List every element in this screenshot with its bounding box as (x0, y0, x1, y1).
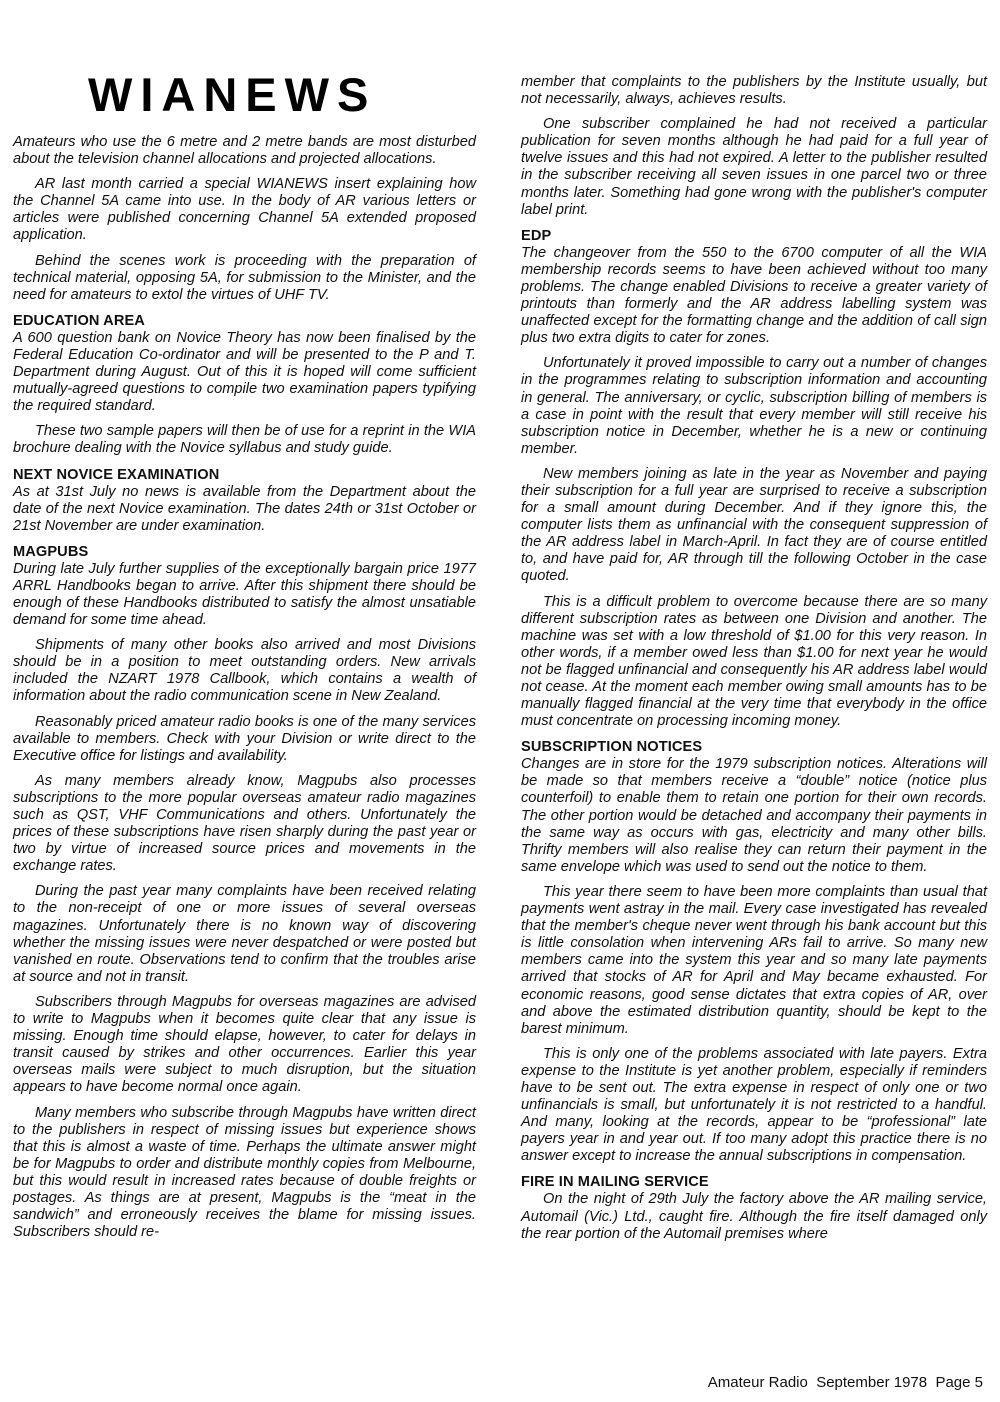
footer-issue: September 1978 (816, 1374, 928, 1391)
paragraph: Many members who subscribe through Magpubs have written direct to the publishers in respect of missing issues but experience shows that this is almost a waste of time. Perhaps the ultimate answer might be for Magpubs to order and distribute monthly copies from Melbourne, but this would result in increased rates because of double freights or postages. As things are at present, Magpubs is the “meat in the sandwich” and erroneously receives the blame for missing issues. Subscribers should re- (13, 1104, 476, 1241)
page-title: WIANEWS (88, 68, 377, 121)
paragraph: During late July further supplies of the exceptionally bargain price 1977 ARRL Handbooks began to arrive. After this shipment there should be enough of these Handbooks distributed to satisfy the almost unsatiable demand for some time ahead. (13, 560, 476, 629)
paragraph: Changes are in store for the 1979 subscription notices. Alterations will be made so that members receive a “double” notice (notice plus counterfoil) to enable them to retain one portion for their own records. The other portion would be detached and accompany their payments in the same way as occurs with gas, electricity and many other bills. Thrifty members will also realise they can return their payment in the same envelope which was used to send out the notice to them. (521, 756, 987, 875)
paragraph: Subscribers through Magpubs for overseas magazines are advised to write to Magpubs when it becomes quite clear that any issue is missing. Enough time should elapse, however, to cater for delays in transit caused by strikes and other occurrences. Earlier this year overseas mails were subject to much disruption, but the situation appears to have become normal once again. (13, 993, 476, 1096)
right-column (521, 74, 987, 1251)
paragraph: Shipments of many other books also arrived and most Divisions should be in a position to meet outstanding orders. New arrivals included the NZART 1978 Callbook, which contains a wealth of information about the radio communication scene in New Zealand. (13, 637, 476, 705)
paragraph: As many members already know, Magpubs also processes subscriptions to the more popular overseas amateur radio magazines such as QST, VHF Communications and others. Unfortunately the prices of these subscriptions have risen sharply during the past year or two by virtue of increased source prices and movements in the exchange rates. (13, 772, 476, 875)
paragraph: Reasonably priced amateur radio books is one of the many services available to members. Check with your Division or write direct to the Executive office for listings and availability. (13, 713, 476, 764)
footer-page-number: Page 5 (935, 1374, 983, 1391)
paragraph: As at 31st July no news is available from the Department about the date of the next Novice examination. The dates 24th or 31st October or 21st November are under examination. (13, 483, 476, 534)
paragraph: On the night of 29th July the factory above the AR mailing service, Automail (Vic.) Ltd., caught fire. Although the fire itself damaged only the rear portion of the Automail premises where (521, 1191, 987, 1242)
section-heading: EDP (521, 227, 552, 244)
right-column-text (521, 74, 987, 1243)
paragraph: The changeover from the 550 to the 6700 computer of all the WIA membership records seems to have been achieved without too many problems. The change enabled Divisions to receive a greater variety of printouts than formerly and the AR address labelling system was unaffected except for the formatting change and the addition of call sign plus two extra digits to cater for zones. (521, 244, 987, 347)
left-column-text (13, 134, 476, 1249)
page-footer (708, 1374, 983, 1392)
paragraph: Behind the scenes work is proceeding with the preparation of technical material, opposing 5A, for submission to the Minister, and the need for amateurs to extol the virtues of UHF TV. (13, 252, 476, 303)
paragraph: One subscriber complained he had not received a particular publication for seven months although he had paid for a full year of twelve issues and this had not expired. A letter to the publisher resulted in the subscriber receiving all seven issues in one parcel two or three months later. Something had gone wrong with the publisher's computer label print. (521, 116, 987, 218)
paragraph: These two sample papers will then be of use for a reprint in the WIA brochure dealing with the Novice syllabus and study guide. (13, 423, 476, 457)
section-heading: MAGPUBS (13, 543, 89, 560)
paragraph: AR last month carried a special WIANEWS insert explaining how the Channel 5A came into use. In the body of AR various letters or articles were published concerning Channel 5A extended proposed application. (13, 176, 476, 244)
paragraph: This is a difficult problem to overcome because there are so many different subscription rates as between one Division and another. The machine was set with a low threshold of $1.00 for this very reason. In other words, if a member owed less than $1.00 for next year he would not be flagged unfinancial and consequently his AR address label would not cease. At the moment each member owing small amounts has to be manually flagged financial at the very time that everybody in the office must concentrate on processing incoming money. (521, 593, 987, 730)
section-heading: SUBSCRIPTION NOTICES (521, 739, 703, 756)
paragraph: This is only one of the problems associated with late payers. Extra expense to the Institute is yet another problem, especially if reminders have to be sent out. The extra expense in respect of only one or two unfinancials is small, but unfortunately it is not restricted to a handful. And many, looking at the records, appear to be “professional” late payers year in and year out. If too many adopt this practice there is no answer except to increase the annual subscriptions in compensation. (521, 1045, 987, 1165)
paragraph: This year there seem to have been more complaints than usual that payments went astray in the mail. Every case investigated has revealed that the member's cheque never went through his bank account but this is little consolation when intervening ARs fail to arrive. So many new members came into the system this year and so many late payments arrived that stocks of AR for April and May became exhausted. For economic reasons, good sense dictates that extra copies of AR, over and above the estimated distribution quantity, should be kept to the barest minimum. (521, 883, 987, 1037)
section-heading: FIRE IN MAILING SERVICE (521, 1174, 709, 1191)
paragraph: New members joining as late in the year as November and paying their subscription for a full year are surprised to receive a subscription for a small amount during December. And if they ignore this, the computer lists them as unfinancial with the consequent suppression of the AR address label in March-April. In fact they are of course entitled to, and have paid for, AR through till the following October in the case quoted. (521, 465, 987, 585)
footer-publication: Amateur Radio (707, 1374, 808, 1391)
paragraph: A 600 question bank on Novice Theory has now been finalised by the Federal Education Co-ordinator and will be presented to the P and T. Department during August. Out of this it is hoped will come sufficient mutually-agreed questions to compile two examination papers typifying the required standard. (13, 329, 476, 415)
paragraph: Unfortunately it proved impossible to carry out a number of changes in the programmes relating to subscription information and accounting in general. The anniversary, or cyclic, subscription billing of members is a case in point with the result that every member will still receive his subscription notice in December, whether he is a new or continuing member. (521, 355, 987, 457)
section-heading: EDUCATION AREA (13, 312, 145, 329)
paragraph: Amateurs who use the 6 metre and 2 metre bands are most disturbed about the television channel allocations and projected allocations. (13, 134, 476, 168)
paragraph: member that complaints to the publishers by the Institute usually, but not necessarily, always, achieves results. (521, 74, 987, 108)
paragraph: During the past year many complaints have been received relating to the non-receipt of one or more issues of several overseas magazines. Unfortunately there is no known way of discovering whether the missing issues were never despatched or were posted but vanished en route. Observations tend to confirm that the troubles arise at source and not in transit. (13, 883, 476, 985)
section-heading: NEXT NOVICE EXAMINATION (13, 466, 220, 483)
